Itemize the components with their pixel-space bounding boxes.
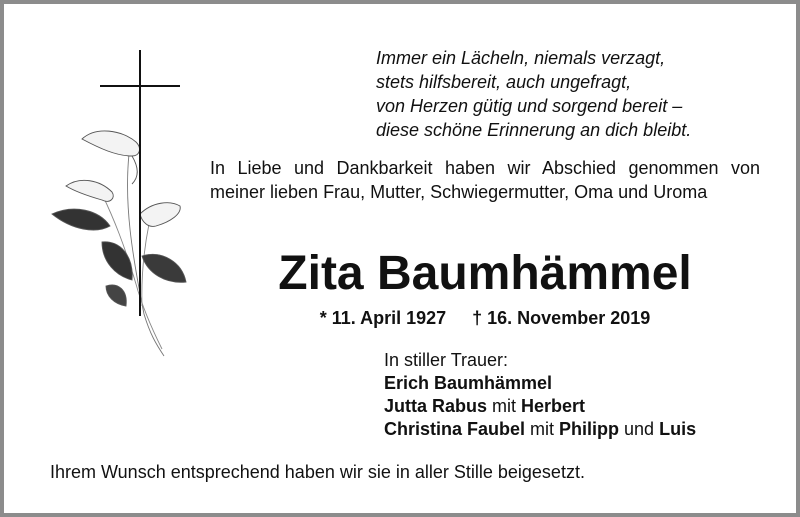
mourner-name: Herbert <box>521 396 586 416</box>
birth-date: * 11. April 1927 <box>319 308 447 328</box>
intro-text: In Liebe und Dankbarkeit haben wir Abschied genommen von meiner lieben Frau, Mutter, Schwiegermutter, Oma und Uroma <box>210 158 760 202</box>
mourners-heading: In stiller Trauer: <box>384 350 509 370</box>
death-date: † 16. November 2019 <box>472 308 651 328</box>
mourner-line <box>384 372 696 395</box>
life-dates <box>210 306 760 330</box>
poem-line: Immer ein Lächeln, niemals verzagt, <box>376 48 666 68</box>
poem-line: diese schöne Erinnerung an dich bleibt. <box>376 120 692 140</box>
cross-with-lilies-illustration <box>44 44 194 364</box>
mourner-line <box>384 395 696 418</box>
burial-note: Ihrem Wunsch entsprechend haben wir sie in aller Stille beigesetzt. <box>50 462 585 482</box>
mourner-name: Jutta Rabus <box>384 396 488 416</box>
mourner-name: Luis <box>659 419 697 439</box>
calla-lily-icon <box>52 131 186 356</box>
conjunction: mit <box>525 419 560 439</box>
mourner-line <box>384 418 696 441</box>
deceased-name: Zita Baumhämmel <box>278 247 692 300</box>
mourner-name: Christina Faubel <box>384 419 526 439</box>
mourners-block <box>384 349 696 441</box>
poem-line: von Herzen gütig und sorgend bereit – <box>376 96 683 116</box>
poem-line: stets hilfsbereit, auch ungefragt, <box>376 72 632 92</box>
conjunction: mit <box>487 396 522 416</box>
memorial-poem <box>376 46 691 142</box>
mourner-name: Erich Baumhämmel <box>384 373 553 393</box>
mourner-name: Philipp <box>559 419 620 439</box>
conjunction: und <box>619 419 660 439</box>
